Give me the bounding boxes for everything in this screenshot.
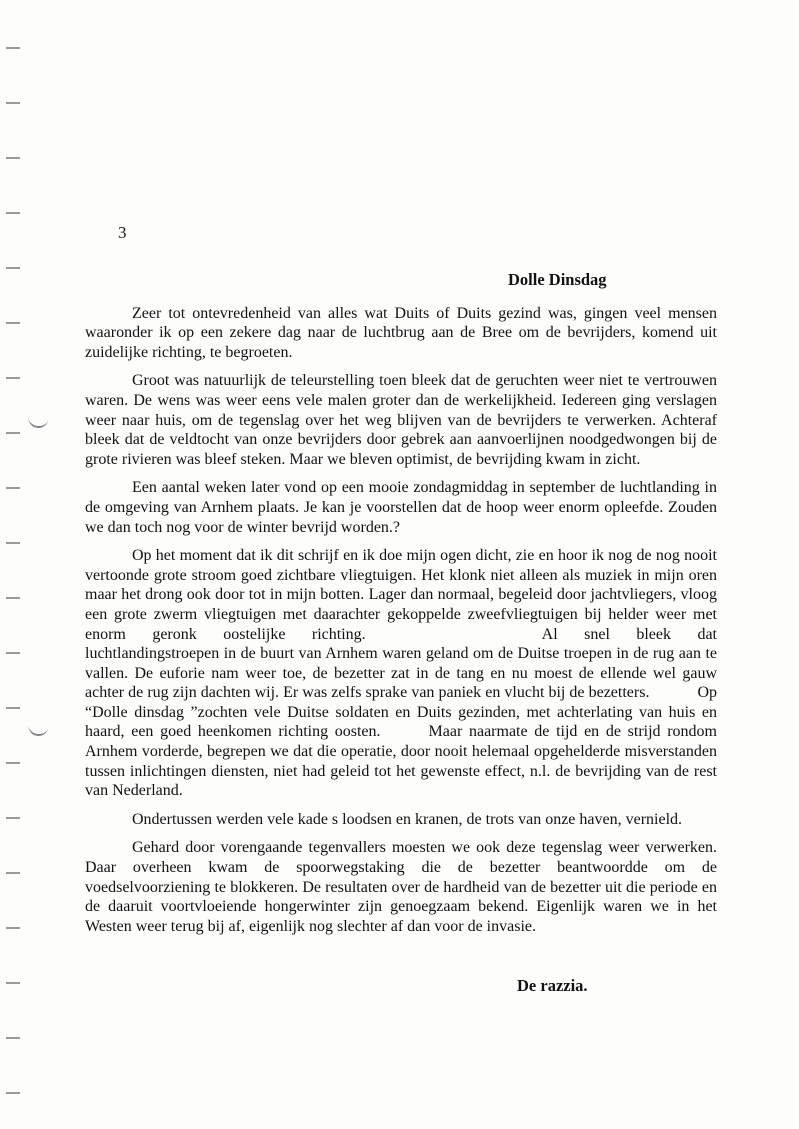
- paragraph-1: Zeer tot ontevredenheid van alles wat Duits of Duits gezind was, gingen veel mensen waaronder ik op een zekere dag naar de luchtbrug aan de Bree om de bevrijders, komend uit zuidelijke richting, te begroeten.: [85, 304, 717, 361]
- next-section-heading: De razzia.: [517, 976, 588, 996]
- section-heading: Dolle Dinsdag: [508, 270, 607, 289]
- paragraph-3: Een aantal weken later vond op een mooie zondagmiddag in september de luchtlanding in de omgeving van Arnhem plaats. Je kan je voorstellen dat de hoop weer enorm opleefde. Zouden we dan toch nog voor de winter bevrijd worden.?: [85, 479, 717, 536]
- document-body: [85, 270, 717, 996]
- paragraph-2: Groot was natuurlijk de teleurstelling toen bleek dat de geruchten weer niet te vertrouwen waren. De wens was weer eens vele malen groter dan de werkelijkheid. Iedereen ging verslagen weer naar huis, om de tegenslag over het weg blijven van de bevrijders te verwerken. Achteraf bleek dat de veldtocht van onze bevrijders door gebrek aan aanvoerlijnen noodgedwongen bij de grote rivieren was bleef steken. Maar we bleven optimist, de bevrijding kwam in zicht.: [85, 372, 717, 468]
- paragraph-6: Gehard door vorengaande tegenvallers moesten we ook deze tegenslag weer verwerken. Daar overheen kwam de spoorwegstaking die de bezetter beantwoordde om de voedselvoorziening te blokkeren. De resultaten over de hardheid van de bezetter uit die periode en de daaruit voortvloeiende hongerwinter zijn genoegzaam bekend. Eigenlijk waren we in het Westen weer terug bij af, eigenlijk nog slechter af dan voor de invasie.: [85, 839, 717, 935]
- paragraph-4: Op het moment dat ik dit schrijf en ik doe mijn ogen dicht, zie en hoor ik nog de nog nooit vertoonde grote stroom goed zichtbare vliegtuigen. Het klonk niet alleen als muziek in mijn oren maar het drong ook door tot in mijn botten. Lager dan normaal, begeleid door jachtvliegers, vloog een grote zwerm vliegtuigen met daarachter gekoppelde zweefvliegtuigen bij helder weer met enorm geronk oostelijke richting. Al snel bleek dat luchtlandingstroepen in de buurt van Arnhem waren geland om de Duitse troepen in de rug aan te vallen. De euforie nam weer toe, de bezetter zat in de tang en nu moest de ellende wel gauw achter de rug zijn dachten wij. Er was zelfs sprake van paniek en vlucht bij de bezetters. Op “Dolle dinsdag ”zochten vele Duitse soldaten en Duits gezinden, met achterlating van huis en haard, een goed heenkomen richting oosten. Maar naarmate de tijd en de strijd rondom Arnhem vorderde, begrepen we dat die operatie, door nooit helemaal opgehelderde misverstanden tussen inlichtingen diensten, niet had geleid tot het gewenste effect, n.l. de bevrijding van de rest van Nederland.: [85, 547, 717, 800]
- handwritten-margin-curve: [27, 724, 48, 737]
- scan-edge-marks: [6, 47, 20, 1109]
- page-number: 3: [118, 223, 127, 242]
- paragraph-5: Ondertussen werden vele kade s loodsen en kranen, de trots van onze haven, vernield.: [132, 810, 683, 828]
- handwritten-margin-curve: [27, 416, 48, 429]
